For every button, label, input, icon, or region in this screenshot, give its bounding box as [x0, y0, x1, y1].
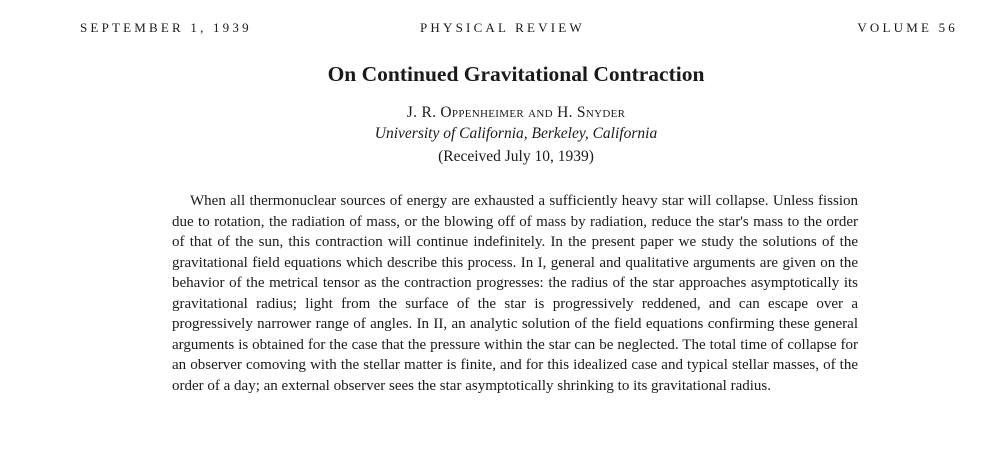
- article-title: On Continued Gravitational Contraction: [327, 62, 705, 86]
- volume-number: VOLUME 56: [857, 20, 958, 35]
- issue-date: SEPTEMBER 1, 1939: [80, 20, 252, 35]
- author-affiliation: University of California, Berkeley, California: [374, 125, 658, 142]
- received-date: (Received July 10, 1939): [438, 148, 594, 165]
- article-authors: J. R. Oppenheimer and H. Snyder: [406, 104, 626, 121]
- running-head: [0, 20, 994, 40]
- journal-name: PHYSICAL REVIEW: [420, 20, 585, 35]
- abstract-text: When all thermonuclear sources of energy are exhausted a sufficiently heavy star will collapse. Unless fission due to rotation, the radiation of mass, or the blowing off of mass by radiation, reduce the star's mass to the order of that of the sun, this contraction will continue indefinitely. In the present paper we study the solutions of the gravitational field equations which describe this process. In I, general and qualitative arguments are given on the behavior of the metrical tensor as the contraction progresses: the radius of the star approaches asymptotically its gravitational radius; light from the surface of the star is progressively reddened, and can escape over a progressively narrower range of angles. In II, an analytic solution of the field equations confirming these general arguments is obtained for the case that the pressure within the star can be neglected. The total time of collapse for an observer comoving with the stellar matter is finite, and for this idealized case and typical stellar masses, of the order of a day; an external observer sees the star asymptotically shrinking to its gravitational radius.: [172, 193, 858, 394]
